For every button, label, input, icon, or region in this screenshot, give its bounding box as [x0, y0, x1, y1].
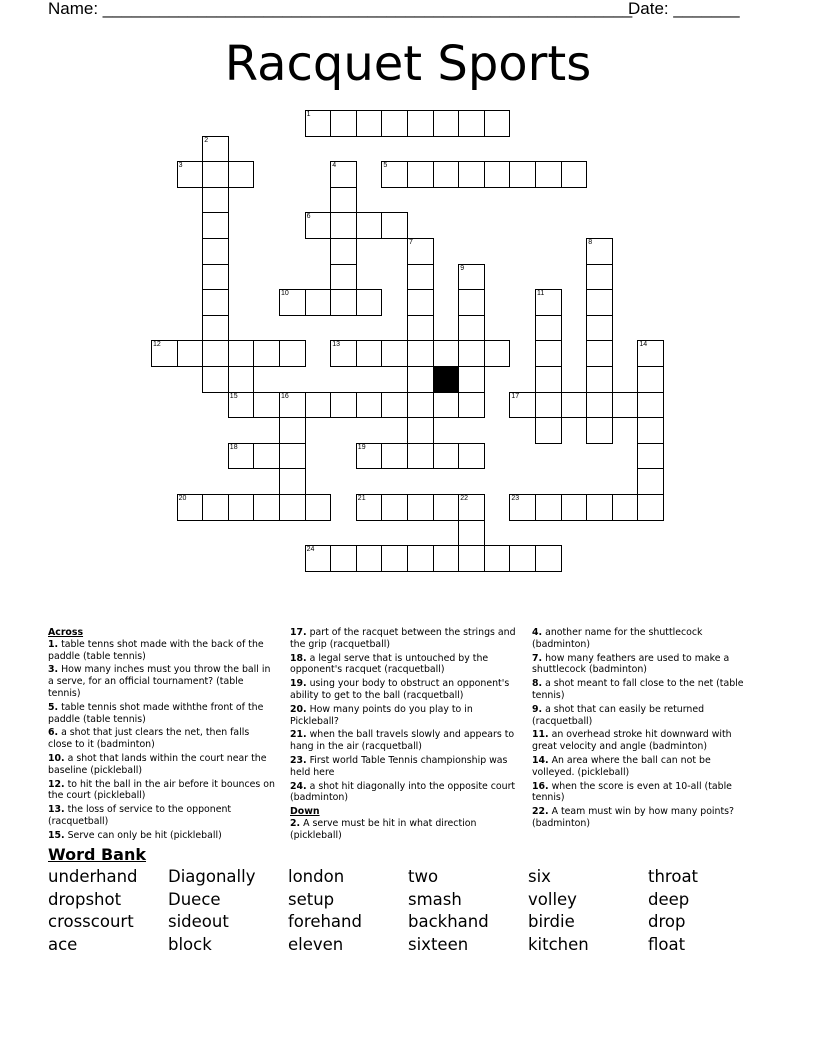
word-bank-word: eleven — [288, 934, 344, 954]
crossword-cell[interactable] — [330, 212, 357, 239]
clue-item — [532, 806, 752, 830]
clue-text: another name for the shuttlecock (badminton) — [532, 627, 703, 650]
crossword-cell[interactable] — [458, 443, 485, 470]
word-bank-title: Word Bank — [48, 845, 147, 864]
crossword-cell[interactable] — [535, 545, 562, 572]
word-bank-row — [48, 935, 768, 958]
word-bank-word: setup — [288, 889, 335, 909]
word-bank-word: underhand — [48, 867, 138, 886]
clue-number: 3. — [48, 664, 59, 676]
crossword-cell[interactable] — [228, 366, 255, 393]
crossword-cell[interactable] — [535, 340, 562, 367]
crossword-cell[interactable] — [202, 366, 229, 393]
word-bank-word: volley — [528, 889, 577, 909]
crossword-cell[interactable] — [356, 289, 383, 316]
crossword-cell[interactable] — [561, 161, 588, 188]
clue-number: 4 — [332, 162, 337, 170]
clue-text: a legal serve that is untouched by the opponent's racquet (racquetball) — [290, 652, 489, 676]
crossword-cell[interactable] — [586, 238, 613, 265]
crossword-cell[interactable] — [407, 392, 434, 419]
crossword-cell[interactable] — [637, 340, 664, 367]
clue-number: 17 — [511, 392, 520, 400]
clue-text: table tennis shot made withthe front of the paddle (table tennis) — [48, 701, 264, 725]
name-field[interactable]: Name: ________________________________________________________ — [48, 0, 633, 18]
crossword-cell[interactable] — [202, 136, 229, 163]
crossword-cell[interactable] — [458, 392, 485, 419]
crossword-cell[interactable] — [637, 417, 664, 444]
crossword-cell[interactable] — [458, 366, 485, 393]
crossword-cell[interactable] — [637, 468, 664, 495]
crossword-cell[interactable] — [356, 545, 383, 572]
word-bank-word: two — [408, 867, 439, 886]
crossword-cell[interactable] — [356, 212, 383, 239]
crossword-cell[interactable] — [407, 161, 434, 188]
clue-number: 7. — [532, 652, 543, 664]
crossword-cell[interactable] — [330, 187, 357, 214]
crossword-cell[interactable] — [305, 392, 332, 419]
crossword-cell[interactable] — [202, 340, 229, 367]
crossword-cell[interactable] — [433, 110, 460, 137]
clue-text: when the ball travels slowly and appears to hang in the air (racquetball) — [290, 729, 515, 753]
crossword-cell[interactable] — [407, 545, 434, 572]
crossword-cell[interactable] — [433, 545, 460, 572]
crossword-cell[interactable] — [202, 187, 229, 214]
clue-text: First world Table Tennis championship was held here — [290, 754, 508, 778]
clue-item — [48, 664, 276, 699]
crossword-cell[interactable] — [586, 417, 613, 444]
crossword-cell[interactable] — [458, 545, 485, 572]
crossword-cell[interactable] — [484, 545, 511, 572]
crossword-cell[interactable] — [637, 443, 664, 470]
crossword-cell[interactable] — [381, 494, 408, 521]
clue-number: 12. — [48, 778, 65, 790]
clue-text: An area where the ball can not be volleyed. (pickleball) — [532, 754, 711, 778]
crossword-cell[interactable] — [330, 545, 357, 572]
clue-text: Serve can only be hit (pickleball) — [67, 829, 222, 841]
crossword-cell[interactable] — [458, 110, 485, 137]
word-bank — [48, 867, 768, 957]
clue-number: 8 — [588, 239, 593, 246]
clue-text: a shot hit diagonally into the opposite court (badminton) — [290, 780, 516, 804]
crossword-cell[interactable] — [279, 494, 306, 521]
crossword-cell[interactable] — [612, 494, 639, 521]
crossword-cell[interactable] — [381, 443, 408, 470]
clue-text: table tenns shot made with the back of the paddle (table tennis) — [48, 638, 264, 662]
crossword-cell[interactable] — [202, 212, 229, 239]
clue-number: 24 — [306, 546, 315, 554]
crossword-cell[interactable] — [279, 289, 306, 316]
crossword-cell[interactable] — [330, 238, 357, 265]
crossword-cell[interactable] — [202, 264, 229, 291]
clue-number: 1 — [306, 111, 311, 118]
crossword-cell[interactable] — [279, 468, 306, 495]
clue-item — [532, 781, 752, 805]
crossword-cell[interactable] — [433, 340, 460, 367]
crossword-cell[interactable] — [586, 315, 613, 342]
clue-number: 15 — [229, 392, 238, 400]
clue-item — [290, 678, 520, 702]
crossword-cell[interactable] — [202, 494, 229, 521]
word-bank-word: sideout — [168, 912, 229, 932]
clue-text: using your body to obstruct an opponent's ability to get to the ball (racquetball) — [290, 678, 510, 701]
crossword-cell[interactable] — [586, 289, 613, 316]
clue-text: a shot that lands within the court near the baseline (pickleball) — [48, 752, 267, 776]
word-bank-row — [48, 912, 768, 935]
clue-number: 9. — [532, 703, 543, 715]
word-bank-word: kitchen — [528, 934, 589, 954]
crossword-cell[interactable] — [407, 110, 434, 137]
date-field[interactable]: Date: _______ — [628, 0, 740, 18]
clue-item — [48, 727, 276, 751]
crossword-cell[interactable] — [484, 161, 511, 188]
crossword-cell[interactable] — [458, 264, 485, 291]
crossword-cell[interactable] — [433, 443, 460, 470]
clue-number: 13. — [48, 804, 65, 816]
crossword-cell[interactable] — [253, 392, 280, 419]
clue-number: 22 — [460, 495, 468, 502]
crossword-cell[interactable] — [484, 110, 511, 137]
crossword-cell[interactable] — [458, 520, 485, 547]
crossword-cell[interactable] — [279, 417, 306, 444]
crossword-cell[interactable] — [202, 315, 229, 342]
clue-item — [532, 653, 752, 677]
word-bank-word: float — [648, 934, 686, 954]
clue-number: 9 — [460, 264, 465, 272]
crossword-cell[interactable] — [228, 443, 255, 470]
crossword-cell[interactable] — [177, 494, 204, 521]
clues-column-3 — [532, 627, 752, 832]
crossword-cell[interactable] — [433, 392, 460, 419]
crossword-cell[interactable] — [279, 392, 306, 419]
clue-number: 14. — [532, 754, 549, 766]
crossword-cell[interactable] — [637, 366, 664, 393]
clue-number: 22. — [532, 806, 549, 818]
clue-number: 3 — [178, 162, 183, 170]
clue-text: A team must win by how many points? (badminton) — [532, 806, 735, 829]
crossword-cell[interactable] — [407, 238, 434, 265]
crossword-cell[interactable] — [381, 340, 408, 367]
clue-item — [532, 627, 752, 651]
crossword-cell[interactable] — [253, 443, 280, 470]
crossword-cell[interactable] — [305, 545, 332, 572]
crossword-cell[interactable] — [305, 110, 332, 137]
clue-number: 6 — [306, 213, 311, 221]
clue-number: 11. — [532, 729, 549, 741]
clue-number: 6. — [48, 727, 59, 739]
word-bank-word: birdie — [528, 912, 575, 932]
crossword-cell[interactable] — [586, 366, 613, 393]
clue-item — [532, 729, 752, 753]
clue-item — [48, 753, 276, 777]
crossword-cell[interactable] — [330, 289, 357, 316]
crossword-cell[interactable] — [330, 110, 357, 137]
crossword-cell[interactable] — [381, 545, 408, 572]
clue-number: 1. — [48, 638, 59, 650]
crossword-cell[interactable] — [330, 340, 357, 367]
crossword-cell[interactable] — [305, 289, 332, 316]
crossword-cell[interactable] — [535, 161, 562, 188]
clue-number: 16. — [532, 780, 549, 792]
clue-number: 8. — [532, 678, 543, 690]
clue-number: 20. — [290, 703, 307, 715]
word-bank-word: london — [288, 867, 345, 886]
crossword-cell[interactable] — [381, 110, 408, 137]
crossword-cell[interactable] — [535, 494, 562, 521]
clue-number: 21 — [357, 495, 366, 502]
crossword-cell[interactable] — [177, 340, 204, 367]
crossword-cell[interactable] — [279, 443, 306, 470]
clue-item — [48, 702, 276, 726]
clue-text: a shot meant to fall close to the net (table tennis) — [532, 678, 744, 701]
crossword-cell[interactable] — [407, 366, 434, 393]
clue-item — [290, 704, 520, 728]
clues-column-2 — [290, 627, 520, 844]
word-bank-word: throat — [648, 867, 699, 886]
crossword-cell[interactable] — [433, 161, 460, 188]
clue-number: 18. — [290, 652, 307, 664]
crossword-cell[interactable] — [407, 289, 434, 316]
crossword-cell[interactable] — [356, 340, 383, 367]
crossword-cell[interactable] — [407, 417, 434, 444]
clue-text: the loss of service to the opponent (racquetball) — [48, 804, 232, 827]
clues-column-1 — [48, 627, 276, 844]
across-heading: Across — [48, 627, 84, 638]
clue-number: 4. — [532, 627, 543, 638]
clue-number: 19 — [357, 443, 366, 451]
clue-number: 2 — [204, 136, 209, 144]
crossword-cell[interactable] — [637, 392, 664, 419]
clue-item — [48, 830, 276, 842]
word-bank-word: sixteen — [408, 934, 469, 954]
crossword-cell[interactable] — [458, 161, 485, 188]
word-bank-word: dropshot — [48, 889, 122, 909]
clue-item — [290, 653, 520, 677]
word-bank-word: deep — [648, 889, 690, 909]
crossword-cell[interactable] — [330, 161, 357, 188]
crossword-cell[interactable] — [509, 494, 536, 521]
crossword-cell[interactable] — [151, 340, 178, 367]
crossword-cell[interactable] — [228, 392, 255, 419]
crossword-cell[interactable] — [407, 443, 434, 470]
crossword-cell[interactable] — [561, 392, 588, 419]
clue-text: part of the racquet between the strings and the grip (racquetball) — [290, 627, 516, 650]
clue-item — [48, 779, 276, 803]
clue-item — [532, 755, 752, 779]
clue-number: 23. — [290, 754, 307, 766]
clue-item — [48, 639, 276, 663]
clue-number: 2. — [290, 817, 301, 829]
clue-text: how many feathers are used to make a shuttlecock (badminton) — [532, 652, 730, 676]
word-bank-word: drop — [648, 912, 686, 932]
word-bank-word: six — [528, 867, 551, 886]
clue-number: 19. — [290, 678, 307, 690]
crossword-cell[interactable] — [586, 264, 613, 291]
clue-text: How many points do you play to in Pickleball? — [290, 703, 473, 727]
crossword-cell[interactable] — [637, 494, 664, 521]
crossword-cell[interactable] — [228, 494, 255, 521]
clue-text: an overhead stroke hit downward with great velocity and angle (badminton) — [532, 729, 732, 753]
crossword-cell[interactable] — [612, 392, 639, 419]
clue-text: when the score is even at 10-all (table tennis) — [532, 780, 732, 804]
crossword-cell[interactable] — [458, 289, 485, 316]
crossword-cell[interactable] — [407, 494, 434, 521]
clue-number: 11 — [537, 290, 545, 298]
crossword-cell[interactable] — [458, 340, 485, 367]
clue-number: 10 — [281, 290, 289, 298]
crossword-cell[interactable] — [535, 315, 562, 342]
crossword-cell[interactable] — [305, 212, 332, 239]
clue-number: 24. — [290, 780, 307, 792]
crossword-cell[interactable] — [586, 494, 613, 521]
clue-text: a shot that just clears the net, then falls close to it (badminton) — [48, 727, 250, 751]
clue-item — [532, 704, 752, 728]
crossword-cell[interactable] — [458, 315, 485, 342]
clue-number: 15. — [48, 829, 65, 841]
crossword-cell[interactable] — [509, 161, 536, 188]
crossword-cell[interactable] — [484, 340, 511, 367]
clue-item — [290, 729, 520, 753]
clue-item — [290, 755, 520, 779]
crossword-cell[interactable] — [586, 392, 613, 419]
crossword-cell[interactable] — [356, 392, 383, 419]
crossword-cell[interactable] — [356, 494, 383, 521]
clue-number: 5 — [383, 162, 388, 170]
clue-number: 18 — [229, 443, 238, 451]
clue-item — [290, 781, 520, 805]
crossword-cell[interactable] — [279, 340, 306, 367]
word-bank-word: smash — [408, 889, 462, 909]
clue-number: 21. — [290, 729, 307, 741]
crossword-cell[interactable] — [305, 494, 332, 521]
crossword-cell[interactable] — [561, 494, 588, 521]
crossword-cell[interactable] — [586, 340, 613, 367]
clue-item — [290, 818, 520, 842]
clue-text: to hit the ball in the air before it bounces on the court (pickleball) — [48, 778, 275, 802]
crossword-cell[interactable] — [202, 238, 229, 265]
clue-number: 20 — [178, 495, 187, 502]
clue-number: 10. — [48, 752, 65, 764]
clue-number: 14 — [639, 341, 648, 349]
word-bank-word: Diagonally — [168, 867, 256, 886]
crossword-cell[interactable] — [381, 212, 408, 239]
word-bank-row — [48, 867, 768, 890]
word-bank-word: block — [168, 934, 212, 954]
clue-item — [48, 804, 276, 828]
page-title: Racquet Sports — [224, 36, 592, 92]
clue-number: 7 — [409, 239, 413, 246]
clue-number: 17. — [290, 627, 307, 638]
crossword-cell[interactable] — [228, 340, 255, 367]
crossword-cell[interactable] — [330, 392, 357, 419]
crossword-cell[interactable] — [356, 443, 383, 470]
crossword-cell[interactable] — [177, 161, 204, 188]
clue-item — [532, 678, 752, 702]
crossword-cell[interactable] — [228, 161, 255, 188]
crossword-cell[interactable] — [458, 494, 485, 521]
crossword-cell[interactable] — [253, 494, 280, 521]
crossword-cell[interactable] — [381, 392, 408, 419]
crossword-block-cell — [433, 366, 460, 393]
down-heading: Down — [290, 806, 320, 818]
word-bank-word: backhand — [408, 912, 489, 932]
crossword-cell[interactable] — [535, 366, 562, 393]
clue-number: 12 — [153, 341, 161, 349]
clue-number: 13 — [332, 341, 340, 349]
word-bank-row — [48, 890, 768, 913]
crossword-cell[interactable] — [381, 161, 408, 188]
word-bank-word: Duece — [168, 889, 221, 909]
word-bank-word: forehand — [288, 912, 362, 932]
crossword-cell[interactable] — [509, 545, 536, 572]
clue-text: A serve must be hit in what direction (pickleball) — [290, 817, 477, 841]
crossword-cell[interactable] — [535, 289, 562, 316]
clue-text: a shot that can easily be returned (racquetball) — [532, 703, 705, 727]
word-bank-word: crosscourt — [48, 912, 134, 932]
crossword-cell[interactable] — [253, 340, 280, 367]
crossword-cell[interactable] — [407, 315, 434, 342]
crossword-cell[interactable] — [535, 417, 562, 444]
crossword-cell[interactable] — [407, 340, 434, 367]
crossword-cell[interactable] — [202, 161, 229, 188]
crossword-cell[interactable] — [330, 264, 357, 291]
crossword-cell[interactable] — [509, 392, 536, 419]
crossword-cell[interactable] — [407, 264, 434, 291]
clue-number: 5. — [48, 701, 59, 713]
crossword-cell[interactable] — [202, 289, 229, 316]
crossword-cell[interactable] — [535, 392, 562, 419]
word-bank-word: ace — [48, 934, 78, 954]
clue-number: 16 — [281, 392, 289, 400]
crossword-cell[interactable] — [433, 494, 460, 521]
clue-number: 23 — [511, 495, 520, 502]
clue-text: How many inches must you throw the ball in a serve, for an official tournament? (table tennis) — [48, 664, 271, 699]
crossword-cell[interactable] — [356, 110, 383, 137]
clue-item — [290, 627, 520, 651]
